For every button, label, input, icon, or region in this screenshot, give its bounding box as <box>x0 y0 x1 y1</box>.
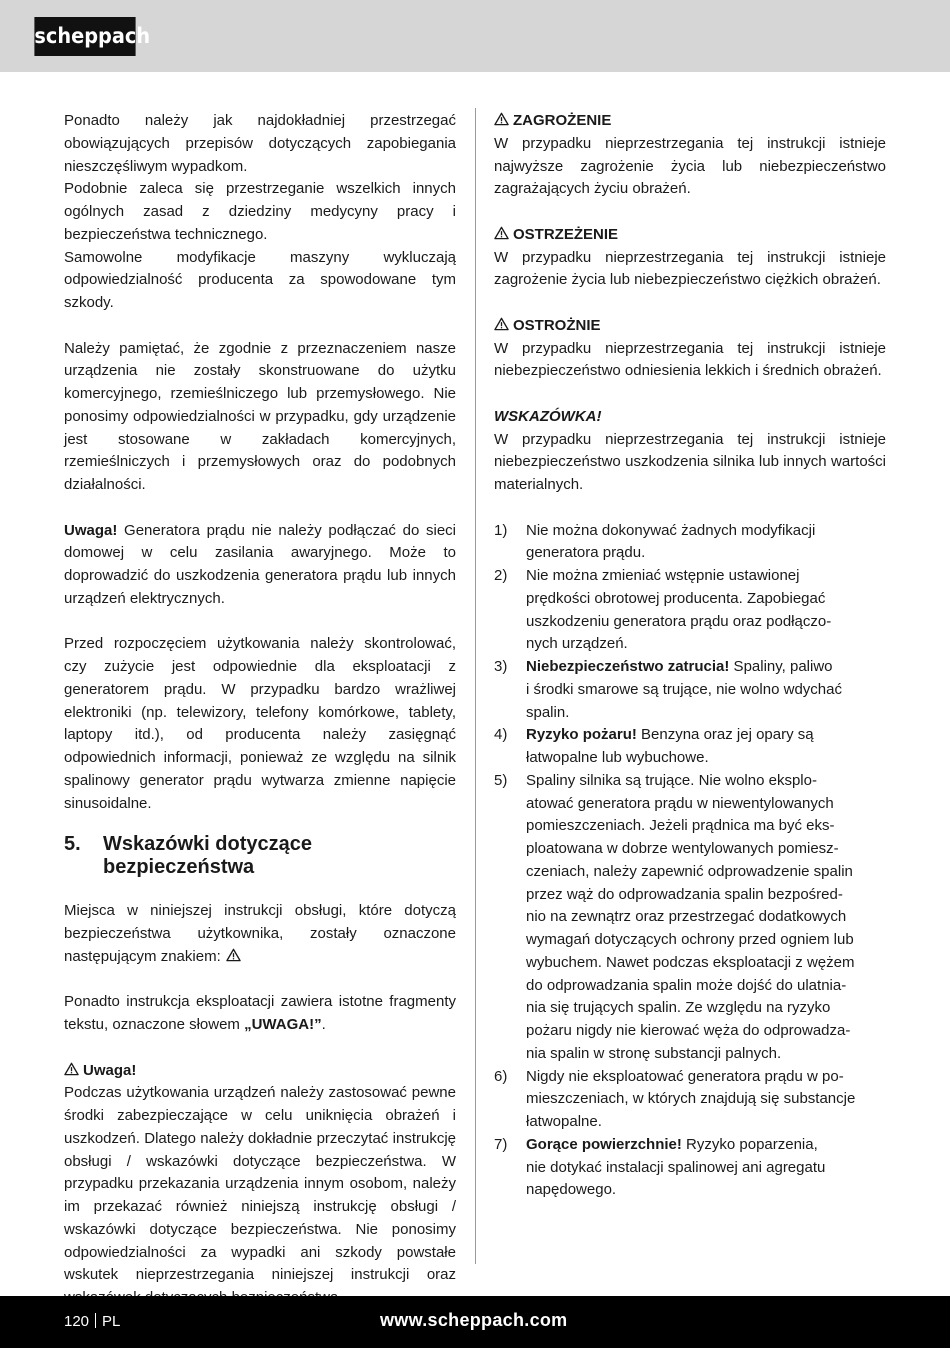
warning-triangle-icon <box>494 112 509 126</box>
paragraph-modifications: Samowolne modyfikacje maszyny wykluczają odpowiedzialność producenta za spowodowane tym szkody. <box>64 248 456 311</box>
safety-rule-item <box>494 656 886 724</box>
rule-text: Nie można dokonywać żadnych modyfikacji generatora prądu. <box>526 521 816 562</box>
rule-text: Gorące powierzchnie! Ryzyko poparzenia, nie dotykać instalacji spalinowej ani agregatu napędowego. <box>526 1135 826 1199</box>
danger-title: ZAGROŻENIE <box>494 110 886 133</box>
safety-rule-item <box>494 1134 886 1202</box>
warning-level-title: OSTRZEŻENIE <box>494 224 886 247</box>
paragraph-safety-symbol <box>64 900 456 968</box>
rule-bold-label: Niebezpieczeństwo zatrucia! <box>526 658 730 675</box>
rule-number: 2) <box>494 567 508 584</box>
paragraph-consumption-check: Przed rozpoczęciem użytkowania należy skontrolować, czy zużycie jest odpowiednie dla eksploatacji z generatorem prądu. W przypadku bardzo wrażliwej elektroniki (np. telewizory, telefony komórkowe, tablety, laptopy itd.), od producenta należy zasięgnąć odpowiednich informacji, ponieważ ze względu na silnik spalinowy generator prądu wytwarza zmienne napięcie sinusoidalne. <box>64 635 456 812</box>
uwaga-keyword: „UWAGA!” <box>244 1016 322 1033</box>
header-bar <box>0 0 950 72</box>
paragraph-uwaga-fragments: Ponadto instrukcja eksploatacji zawiera istotne fragmenty tekstu, oznaczone słowem „UWAGA!”. <box>64 993 456 1033</box>
safety-rule-item <box>494 565 886 656</box>
paragraph-intended-use: Należy pamiętać, że zgodnie z przeznaczeniem nasze urządzenia nie zostały skonstruowane do użytku komercyjnego, rzemieślniczego lub przemysłowego. Nie ponosimy odpowiedzialności w przypadku, gdy urządzenie jest stosowane w zakładach komercyjnych, rzemieślniczych i przemysłowych oraz do podobnych działalności. <box>64 339 456 493</box>
warning-triangle-icon <box>64 1062 79 1076</box>
rule-text: Ryzyko pożaru! Benzyna oraz jej opary są łatwopalne lub wybuchowe. <box>526 726 814 766</box>
footer-website: www.scheppach.com <box>380 1310 568 1330</box>
safety-rules-list <box>494 520 886 1203</box>
warning-level-text: W przypadku nieprzestrzegania tej instrukcji istnieje zagrożenie życia lub niebezpieczeństwo ciężkich obrażeń. <box>494 248 886 289</box>
grid-warning-label: Uwaga! <box>64 521 118 539</box>
paragraph-accident-prevention: Ponadto należy jak najdokładniej przestrzegać obowiązujących przepisów dotyczących zapobiegania nieszczęśliwym wypadkom. <box>64 112 456 175</box>
page-number: 120 PL <box>64 1313 121 1330</box>
safety-rule-item <box>494 1066 886 1134</box>
rule-text: Nigdy nie eksploatować generatora prądu w po- mieszczeniach, w których znajdują się substancje łatwopalne. <box>526 1067 856 1130</box>
column-divider <box>475 108 476 1264</box>
scheppach-logo: scheppach <box>34 17 135 56</box>
right-column <box>494 110 886 1202</box>
safety-rule-item <box>494 770 886 1066</box>
rule-number: 3) <box>494 658 508 675</box>
grid-warning-text: Generatora prądu nie należy podłączać do sieci domowej w celu zasilania awaryjnego. Może to doprowadzić do uszkodzenia generatora prądu lub innych urządzeń elektrycznych. <box>64 521 456 607</box>
uwaga-fragments-text: Ponadto instrukcja eksploatacji zawiera istotne fragmenty tekstu, oznaczone słowem <box>64 993 456 1033</box>
footer-separator <box>95 1313 96 1328</box>
warning-title: Uwaga! <box>64 1060 456 1083</box>
danger-text: W przypadku nieprzestrzegania tej instrukcji istnieje najwyższe zagrożenie życia lub niebezpieczeństwo zagrażających życiu obrażeń. <box>494 134 886 198</box>
left-column <box>64 110 456 1310</box>
rule-number: 1) <box>494 521 508 539</box>
rule-number: 5) <box>494 771 508 789</box>
footer-bar <box>0 1296 950 1348</box>
note-text: W przypadku nieprzestrzegania tej instrukcji istnieje niebezpieczeństwo uszkodzenia silnika lub innych wartości materialnych. <box>494 430 886 493</box>
rule-number: 4) <box>494 726 508 744</box>
note-title: WSKAZÓWKA! <box>494 407 602 425</box>
warning-triangle-icon <box>494 317 509 331</box>
rule-bold-label: Gorące powierzchnie! <box>526 1135 682 1153</box>
safety-rule-item <box>494 520 886 566</box>
caution-title: OSTROŻNIE <box>494 315 886 338</box>
rule-number: 6) <box>494 1067 508 1085</box>
rule-text: Spaliny silnika są trujące. Nie wolno eksplo- atować generatora prądu w niewentylowanych pomieszczeniach. Jeżeli prądnica ma być eks- ploatowana w dobrze wentylowanych pomiesz- czeniach, należy zapewnić odprowadzenie spalin przez wąż do odprowadzania spalin bezpośred- nio na zewnątrz oraz przestrzegać dodatkowych wymagań dotyczących ochrony przed ogniem lub wybuchem. Nawet podczas eksploatacji z wężem do odprowadzania spalin może dojść do ulatnia- nia się trujących spalin. Ze względu na ryzyko pożaru nigdy nie kierować węża do odprowadza- nia spalin w stronę substancji palnych. <box>526 771 855 1062</box>
warning-triangle-icon <box>494 226 509 240</box>
rule-text: Niebezpieczeństwo zatrucia! Spaliny, paliwo i środki smarowe są trujące, nie wolno wdychać spalin. <box>526 658 842 721</box>
rule-bold-label: Ryzyko pożaru! <box>526 726 637 744</box>
section-heading <box>64 833 456 879</box>
rule-number: 7) <box>494 1135 508 1153</box>
paragraph-grid-warning <box>64 520 456 611</box>
warning-triangle-icon <box>226 948 241 962</box>
paragraph-occupational-medicine: Podobnie zaleca się przestrzeganie wszelkich innych ogólnych zasad z dziedziny medycyny pracy i bezpieczeństwa technicznego. <box>64 180 456 243</box>
rule-text: Nie można zmieniać wstępnie ustawionej prędkości obrotowej producenta. Zapobiegać uszkodzeniu generatora prądu oraz podłączo- nych urządzeń. <box>526 567 832 653</box>
safety-rule-item <box>494 724 886 770</box>
section-title: Wskazówki dotyczące bezpieczeństwa <box>103 833 312 879</box>
caution-text: W przypadku nieprzestrzegania tej instrukcji istnieje niebezpieczeństwo odniesienia lekkich i średnich obrażeń. <box>494 339 886 380</box>
section-number: 5. <box>64 833 81 856</box>
paragraph-warning-body: Podczas użytkowania urządzeń należy zastosować pewne środki zabezpieczające w celu uniknięcia obrażeń i uszkodzeń. Dlatego należy dokładnie przeczytać instrukcję obsługi / wskazówki dotyczące bezpieczeństwa. W przypadku przekazania urządzenia innym osobom, należy im przekazać również niniejszą instrukcję obsługi / wskazówki dotyczące bezpieczeństwa. Nie ponosimy odpowiedzialności za wypadki ani szkody powstałe wskutek nieprzestrzegania niniejszej instrukcji oraz <box>64 1084 456 1284</box>
safety-symbol-text: Miejsca w niniejszej instrukcji obsługi, które dotyczą bezpieczeństwa użytkownika, zostały oznaczone następującym znakiem: <box>64 902 456 965</box>
